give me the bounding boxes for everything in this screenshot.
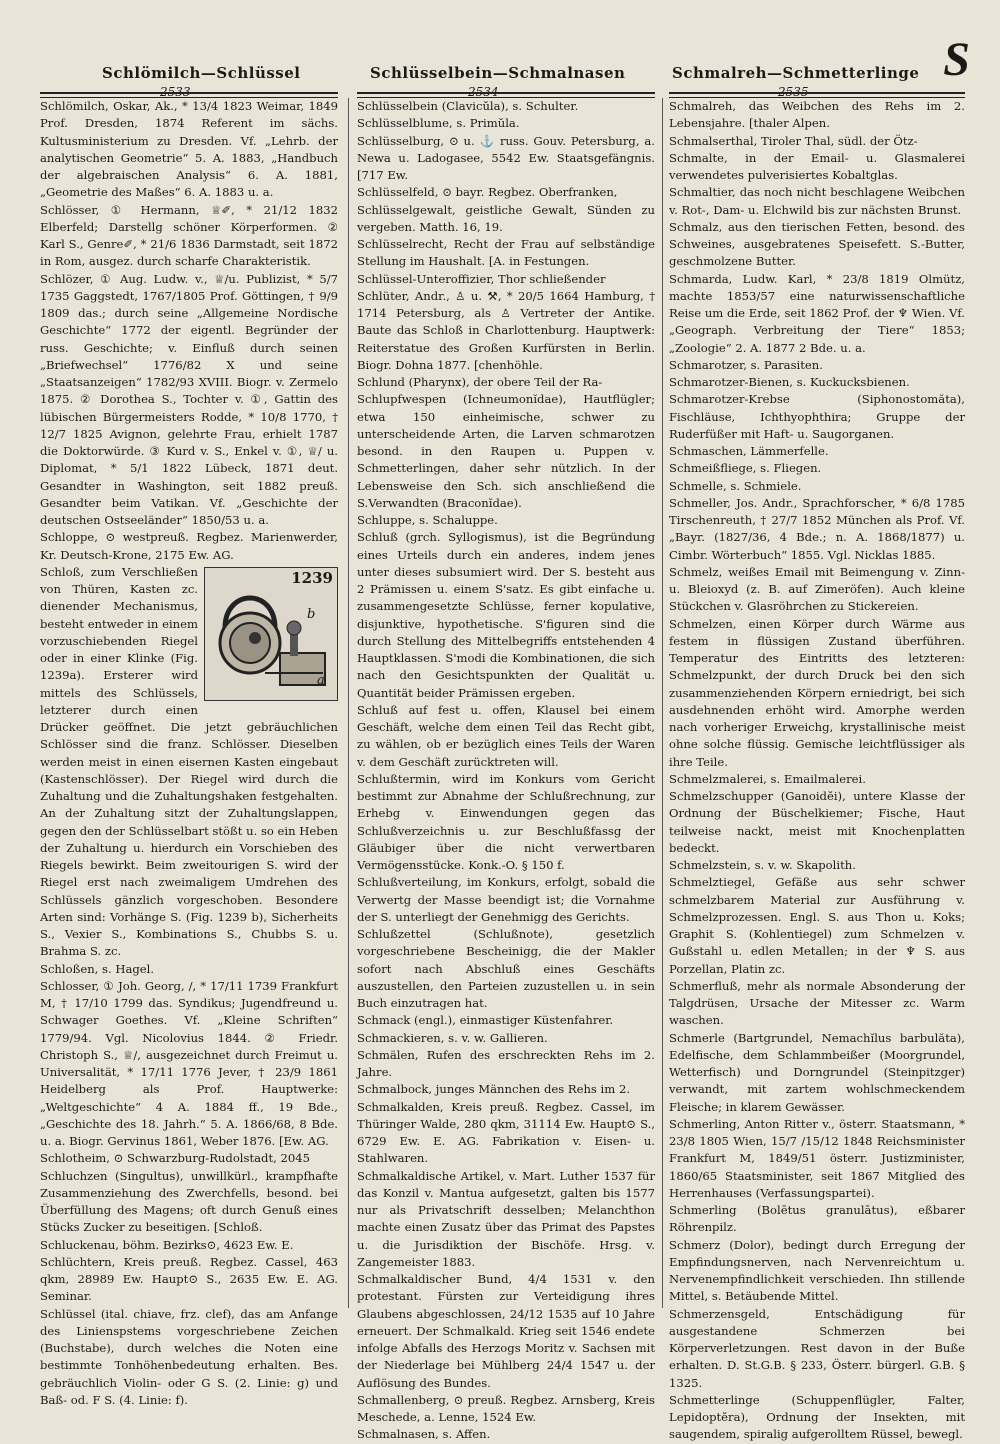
entry-schmelztiegel: Schmelztiegel, Gefäße aus sehr schwer schmelzbarem Material zur Ausführung v. Schmelzprozessen. Engl. S. aus Thon u. Koks; Graphit S. (Kohlentiegel) zum Schmelzen v. Gußstahl u. edlen Metallen; in der ♆ S. aus Porzellan, Platin zc. [669,875,965,976]
entry-schlupfwespen: Schlupfwespen (Ichneumonĭdae), Hautflügler; etwa 150 einheimische, schwer zu unterscheidende Arten, die Larven schmarotzen besond. in den Raupen u. Puppen v. Schmetterlingen, daher sehr nützlich. In der Lebensweise den Sch. sich anschließend die S.Verwandten (Braconĭdae). [357,392,655,510]
column-separator-1 [348,98,349,1308]
entry-schloemilch: Schlömilch, Oskar, Ak., * 13/4 1823 Weimar, 1849 Prof. Dresden, 1874 Referent im sächs. Kultusministerium zu Dresden. Vf. „Lehrb. der analytischen Geometrie“ 5. A. 1883, „Handbuch der algebraischen Analysis“ 6. A. 1881, „Geometrie des Maßes“ 6. A. 1883 u. a. [40,99,338,200]
entry-schluesselbein: Schlüsselbein (Clavicŭla), s. Schulter. [357,99,579,113]
entry-schlueter: Schlüter, Andr., ♙ u. ⚒, * 20/5 1664 Hamburg, † 1714 Petersburg, als ♙ Vertreter der Antike. Baute das Schloß in Charlottenburg. Hauptwerk: Reiterstatue des Großen Kurfürsten in Berlin. Biogr. Dohna 1877. [chenhöhle. [357,288,655,372]
entry-schloppe: Schloppe, ⊙ westpreuß. Regbez. Marienwerder, Kr. Deutsch-Krone, 2175 Ew. AG. [40,530,338,562]
entry-schmaltier: Schmaltier, das noch nicht beschlagene Weibchen v. Rot-, Dam- u. Elchwild bis zur nächsten Brunst. [669,185,965,217]
entry-schluessel-unteroffizier: Schlüssel-Unteroffizier, Thor schließender [357,271,606,286]
entry-schmerling-anton: Schmerling, Anton Ritter v., österr. Staatsmann, * 23/8 1805 Wien, 15/7 /15/12 1848 Reichsminister Frankfurt M, 1849/51 österr. Justizminister, 1860/65 Staatsminister, seit 1867 Mitglied des Herrenhauses (Verfassungspartei). [669,1116,965,1200]
entry-schmalz: Schmalz, aus den tierischen Fetten, besond. des Schweines, ausgebratenes Speisefett. S.-Butter, geschmolzene Butter. [669,219,965,269]
entry-schmeller: Schmeller, Jos. Andr., Sprachforscher, * 6/8 1785 Tirschenreuth, † 27/7 1852 München als Prof. Vf. „Bayr. (1827/36, 4 Bde.; n. A. 1868/1877) u. Cimbr. Wörterbuch“ 1855. Vgl. Nicklas 1885. [669,495,965,562]
entry-schmackieren: Schmackieren, s. v. w. Gallieren. [357,1030,548,1045]
entry-schmarotzer: Schmarotzer, s. Parasiten. [669,357,823,372]
entry-schlossen: Schloßen, s. Hagel. [40,961,155,976]
entry-schlusstermin: Schlußtermin, wird im Konkurs vom Gericht bestimmt zur Abnahme der Schlußrechnung, zur Erhebg v. Einwendungen gegen das Schlußverzeichnis u. zur Beschlußfassg der Gläubiger über die nicht verwertbaren Vermögensstücke. Konk.-O. § 150 f. [357,771,655,872]
entry-schmalserthal: Schmalserthal, Tiroler Thal, südl. der Ötz- [669,133,918,148]
entry-schmallenberg: Schmallenberg, ⊙ preuß. Regbez. Arnsberg, Kreis Meschede, a. Lenne, 1524 Ew. [357,1392,655,1424]
entry-schloezer: Schlözer, ① Aug. Ludw. v., ♕/u. Publizist, * 5/7 1735 Gaggstedt, 1767/1805 Prof. Göttingen, † 9/9 1809 das.; durch seine „Allgemeine Nordische Geschichte“ 1772 der eigentl. Begründer der russ. Geschichte; v. Einfluß durch seinen „Briefwechsel“ 1776/82 X und seine „Staatsanzeigen“ 1782/93 XVIII. Biogr. v. Zermelo 1875. ② Dorothea S., Tochter v. ①, Gattin des lübischen Bürgermeisters Rodde, * 10/8 1770, † 12/7 1825 Avignon, gelehrte Frau, erhielt 1787 die Doktorwürde. ③ Kurd v. S., Enkel v. ①, ♕/ u. Diplomat, * 5/1 1822 Lübeck, 1871 deut. Gesandter in Washington, seit 1882 preuß. Gesandter beim Vatikan. Vf. „Geschichte der deutschen Ostseeländer“ 1850/53 u. a. [40,271,338,527]
entry-schluppe: Schluppe, s. Schaluppe. [357,513,498,527]
entry-schmaelen: Schmälen, Rufen des erschreckten Rehs im 2. Jahre. [357,1047,655,1079]
lock-figure [204,567,338,701]
entry-schmalreh: Schmalreh, das Weibchen des Rehs im 2. Lebensjahre. [thaler Alpen. [669,99,965,131]
entry-schmalnasen: Schmalnasen, s. Affen. [357,1427,491,1442]
page-header [40,33,970,99]
entry-schluckenau: Schluckenau, böhm. Bezirks⊙, 4623 Ew. E. [40,1237,294,1252]
entry-schluss-auf-fest: Schluß auf fest u. offen, Klausel bei einem Geschäft, welche dem einen Teil das Recht gibt, zu wählen, ob er bezüglich eines Teils der Waren v. dem Geschäft zurücktreten will. [357,702,655,769]
entry-schlusszettel: Schlußzettel (Schlußnote), gesetzlich vorgeschriebene Bescheinigg, die der Makler sofort nach Abschluß eines Geschäfts auszustellen, den Parteien zuzustellen u. in sein Buch einzutragen hat. [357,927,655,1010]
entry-schluss: Schluß (grch. Syllogismus), ist die Begründung eines Urteils durch ein anderes, indem jenes unter dieses subsumiert wird. Der S. besteht aus 2 Prämissen u. einem S'satz. Es gibt einfache u. zusammengesetzte Schlüsse, ferner kopulative, disjunktive, hypothetische. S'figuren sind die durch Stellung des Mittelbegriffs entstehenden 4 Hauptklassen. S'modi die Kombinationen, die sich nach den Gesichtspunkten der Qualität u. Quantität beider Prämissen ergeben. [357,530,655,700]
section-letter: S [943,33,970,86]
entry-schluessel: Schlüssel (ital. chiave, frz. clef), das am Anfange des Linienspstems vorgeschriebene Zeichen (Buchstabe), durch welches die Noten eine bestimmte Tonhöhenbedeutung erhalten. Bes. gebräuchlich Violin- oder G S. (2. Linie: g) und Baß- od. F S. (4. Linie: f). [40,1306,338,1407]
entry-schluesselgewalt: Schlüsselgewalt, geistliche Gewalt, Sünden zu vergeben. Matth. 16, 19. [357,202,655,234]
entry-schmerle: Schmerle (Bartgrundel, Nemachĭlus barbulăta), Edelfische, dem Schlammbeißer (Moorgrundel, Wetterfisch) und Dorngrundel (Steinpitzger) verwandt, mit zartem wohlschmeckendem Fleische; in klarem Gewässer. [669,1030,965,1114]
page-number-center: 2534 [468,85,499,99]
entry-schmalkalden: Schmalkalden, Kreis preuß. Regbez. Cassel, im Thüringer Walde, 280 qkm, 31114 Ew. Haupt⊙ S., 6729 Ew. E. AG. Fabrikation v. Eisen- u. Stahlwaren. [357,1099,655,1166]
entry-schmelle: Schmelle, s. Schmiele. [669,478,802,493]
entry-schmarotzer-bienen: Schmarotzer-Bienen, s. Kuckucksbienen. [669,375,910,389]
entry-schmelz: Schmelz, weißes Email mit Beimengung v. Zinn- u. Bleioxyd (z. B. auf Zimeröfen). Auch kleine Stückchen v. Glasröhrchen zu Stickereien. [669,564,965,614]
entry-schluesselfeld: Schlüsselfeld, ⊙ bayr. Regbez. Oberfranken, [357,185,618,200]
column-1 [40,98,339,1407]
page-number-left: 2533 [160,85,191,99]
entry-schmarotzer-krebse: Schmarotzer-Krebse (Siphonostomăta), Fischläuse, Ichthyophthira; Gruppe der Ruderfüßer mit Haft- u. Saugorganen. [669,392,965,441]
entry-schmerling-pilz: Schmerling (Bolētus granulātus), eßbarer Röhrenpilz. [669,1203,965,1235]
entry-schmalkaldische-artikel: Schmalkaldische Artikel, v. Mart. Luther 1537 für das Konzil v. Mantua aufgesetzt, galten bis 1577 nur als Privatschrift desselben; Melanchthon machte einen Zusatz über das Primat des Papstes u. die Jurisdiktion der Bischöfe. Hrsg. v. Zangemeister 1883. [357,1168,655,1269]
entry-schluechtern: Schlüchtern, Kreis preuß. Regbez. Cassel, 463 qkm, 28989 Ew. Haupt⊙ S., 2635 Ew. E. AG. Seminar. [40,1254,338,1304]
figure-label-a: a [317,672,325,688]
figure-number: 1239 [291,568,333,587]
entry-schluesselrecht: Schlüsselrecht, Recht der Frau auf selbständige Stellung im Haushalt. [A. in Festungen. [357,237,655,269]
entry-schloss: Schloß, zum Verschließen von Thüren, Kasten zc. dienender Mechanismus, besteht entweder in einem vorzuschiebenden Riegel oder in einer Klinke (Fig. 1239a). Ersterer wird mittels des Schlüssels, letzterer durch einen Drücker geöffnet. Die jetzt gebräuchlichen Schlösser sind die franz. Schlösser. Dieselben werden meist in einen eisernen Kasten eingebaut (Kastenschlösser). Der Riegel wird durch die Zuhaltung und die Zuhaltungshaken festgehalten. An der Zuhaltung sitzt der Zuhaltungslappen, gegen den der Schlüsselbart stößt u. so ein Heben der Zuhaltung u. hierdurch ein Vorschieben des Riegels bewirkt. Beim zweitourigen S. wird der Riegel erst nach zweimaligem Umdrehen des Schlüssels gänzlich vorgeschoben. Besondere Arten sind: Vorhänge S. (Fig. 1239 b), Sicherheits S., Vexier S., Kombinations S., Chubbs S. u. Brahma S. zc. [40,564,339,959]
entry-schmelzstein: Schmelzstein, s. v. w. Skapolith. [669,858,856,872]
page-number-right: 2535 [778,85,809,99]
entry-schmalbock: Schmalbock, junges Männchen des Rehs im 2. [357,1082,631,1097]
entry-schmelzmalerei: Schmelzmalerei, s. Emailmalerei. [669,771,866,786]
entry-schmerfluss: Schmerfluß, mehr als normale Absonderung der Talgdrüsen, Ursache der Mitesser zc. Warm waschen. [669,978,965,1028]
entry-schlotheim: Schlotheim, ⊙ Schwarzburg-Rudolstadt, 2045 [40,1151,310,1166]
entry-schmelzen: Schmelzen, einen Körper durch Wärme aus festem in flüssigen Zustand überführen. Temperatur des Eintritts des letzteren: Schmelzpunkt, der durch Druck bei den sich zusammenziehenden Körpern erniedrigt, bei sich ausdehnenden erhöht wird. Amorphe werden nach vorheriger Erweichg, krystallinische meist ohne solche flüssig. Gemische leichtflüssiger als ihre Teile. [669,616,965,769]
entry-schmaschen: Schmaschen, Lämmerfelle. [669,444,829,458]
entry-schmalte: Schmalte, in der Email- u. Glasmalerei verwendetes pulverisiertes Kobaltglas. [669,150,965,182]
entry-schlussverteilung: Schlußverteilung, im Konkurs, erfolgt, sobald die Verwertg der Masse beendigt ist; die Vornahme der S. unterliegt der Genehmigg des Gerichts. [357,875,655,924]
entry-schmetterlinge: Schmetterlinge (Schuppenflügler, Falter, Lepidoptĕra), Ordnung der Insekten, mit saugendem, spiralig aufgerolltem Rüssel, bewegl. [669,1392,965,1442]
column-2 [357,98,655,1442]
entry-schmack: Schmack (engl.), einmastiger Küstenfahrer. [357,1013,614,1028]
entry-schmeissfliege: Schmeißfliege, s. Fliegen. [669,461,822,476]
entry-schmerzensgeld: Schmerzensgeld, Entschädigung für ausgestandene Schmerzen bei Körperverletzungen. Rest davon in der Buße erhalten. D. St.G.B. § 233, Österr. bürgerl. G.B. § 1325. [669,1306,965,1390]
left-running-title: Schlömilch—Schlüssel [102,64,301,82]
entry-schluchzen: Schluchzen (Singultus), unwillkürl., krampfhafte Zusammenziehung des Zwerchfells, besond. bei Überfüllung des Magens; oft durch Genuß eines Stücks Zucker zu beseitigen. [Schloß. [40,1168,338,1235]
entry-schluesselblume: Schlüsselblume, s. Primŭla. [357,116,520,131]
entry-schmalkaldischer-bund: Schmalkaldischer Bund, 4/4 1531 v. den protestant. Fürsten zur Verteidigung ihres Glaubens abgeschlossen, 24/12 1535 auf 10 Jahre erneuert. Der Schmalkald. Krieg seit 1546 endete infolge Abfalls des Herzogs Moritz v. Sachsen mit der Niederlage bei Mühlberg 24/4 1547 u. der Auflösung des Bundes. [357,1272,655,1390]
column-separator-2 [662,98,663,1308]
entry-schlosser: Schlosser, ① Joh. Georg, /, * 17/11 1739 Frankfurt M, † 17/10 1799 das. Syndikus; Jugendfreund u. Schwager Goethes. Vf. „Kleine Schriften“ 1779/94. Vgl. Nicolovius 1844. ② Friedr. Christoph S., ♕/, ausgezeichnet durch Freimut u. Universalität, * 17/11 1776 Jever, † 23/9 1861 Heidelberg als Prof. Hauptwerke: „Weltgeschichte“ 4 A. 1884 ff., 19 Bde., „Geschichte des 18. Jahrh.“ 5. A. 1866/68, 8 Bde. u. a. Biogr. Gervinus 1861, Weber 1876. [Ew. AG. [40,978,338,1148]
center-running-title: Schlüsselbein—Schmalnasen [370,64,626,82]
entry-schloesser: Schlösser, ① Hermann, ♕✐, * 21/12 1832 Elberfeld; Darstellg schöner Körperformen. ② Karl S., Genre✐, * 21/6 1836 Darmstadt, seit 1872 in Rom, ausgez. durch scharfe Charakteristik. [40,202,338,269]
entry-schmerz: Schmerz (Dolor), bedingt durch Erregung der Empfindungsnerven, nach Nervenreichtum u. Nervenempfindlichkeit verschieden. Ihn stillende Mittel, s. Betäubende Mittel. [669,1237,965,1304]
entry-schlund: Schlund (Pharynx), der obere Teil der Ra- [357,375,603,389]
right-running-title: Schmalreh—Schmetterlinge [672,64,920,82]
entry-schluesselburg: Schlüsselburg, ⊙ u. ⚓ russ. Gouv. Petersburg, a. Newa u. Ladogasee, 5542 Ew. Staatsgefängnis. [717 Ew. [357,133,655,182]
figure-label-b: b [307,606,316,622]
column-3 [669,98,965,1442]
entry-schmelzschupper: Schmelzschupper (Ganoidĕi), untere Klasse der Ordnung der Büschelkiemer; Fische, Haut teilweise nackt, meist mit Knochenplatten bedeckt. [669,789,965,855]
entry-schmarda: Schmarda, Ludw. Karl, * 23/8 1819 Olmütz, machte 1853/57 eine naturwissenschaftliche Reise um die Erde, seit 1862 Prof. der ♆ Wien. Vf. „Geograph. Verbreitung der Tiere“ 1853; „Zoologie“ 2. A. 1877 2 Bde. u. a. [669,271,965,355]
